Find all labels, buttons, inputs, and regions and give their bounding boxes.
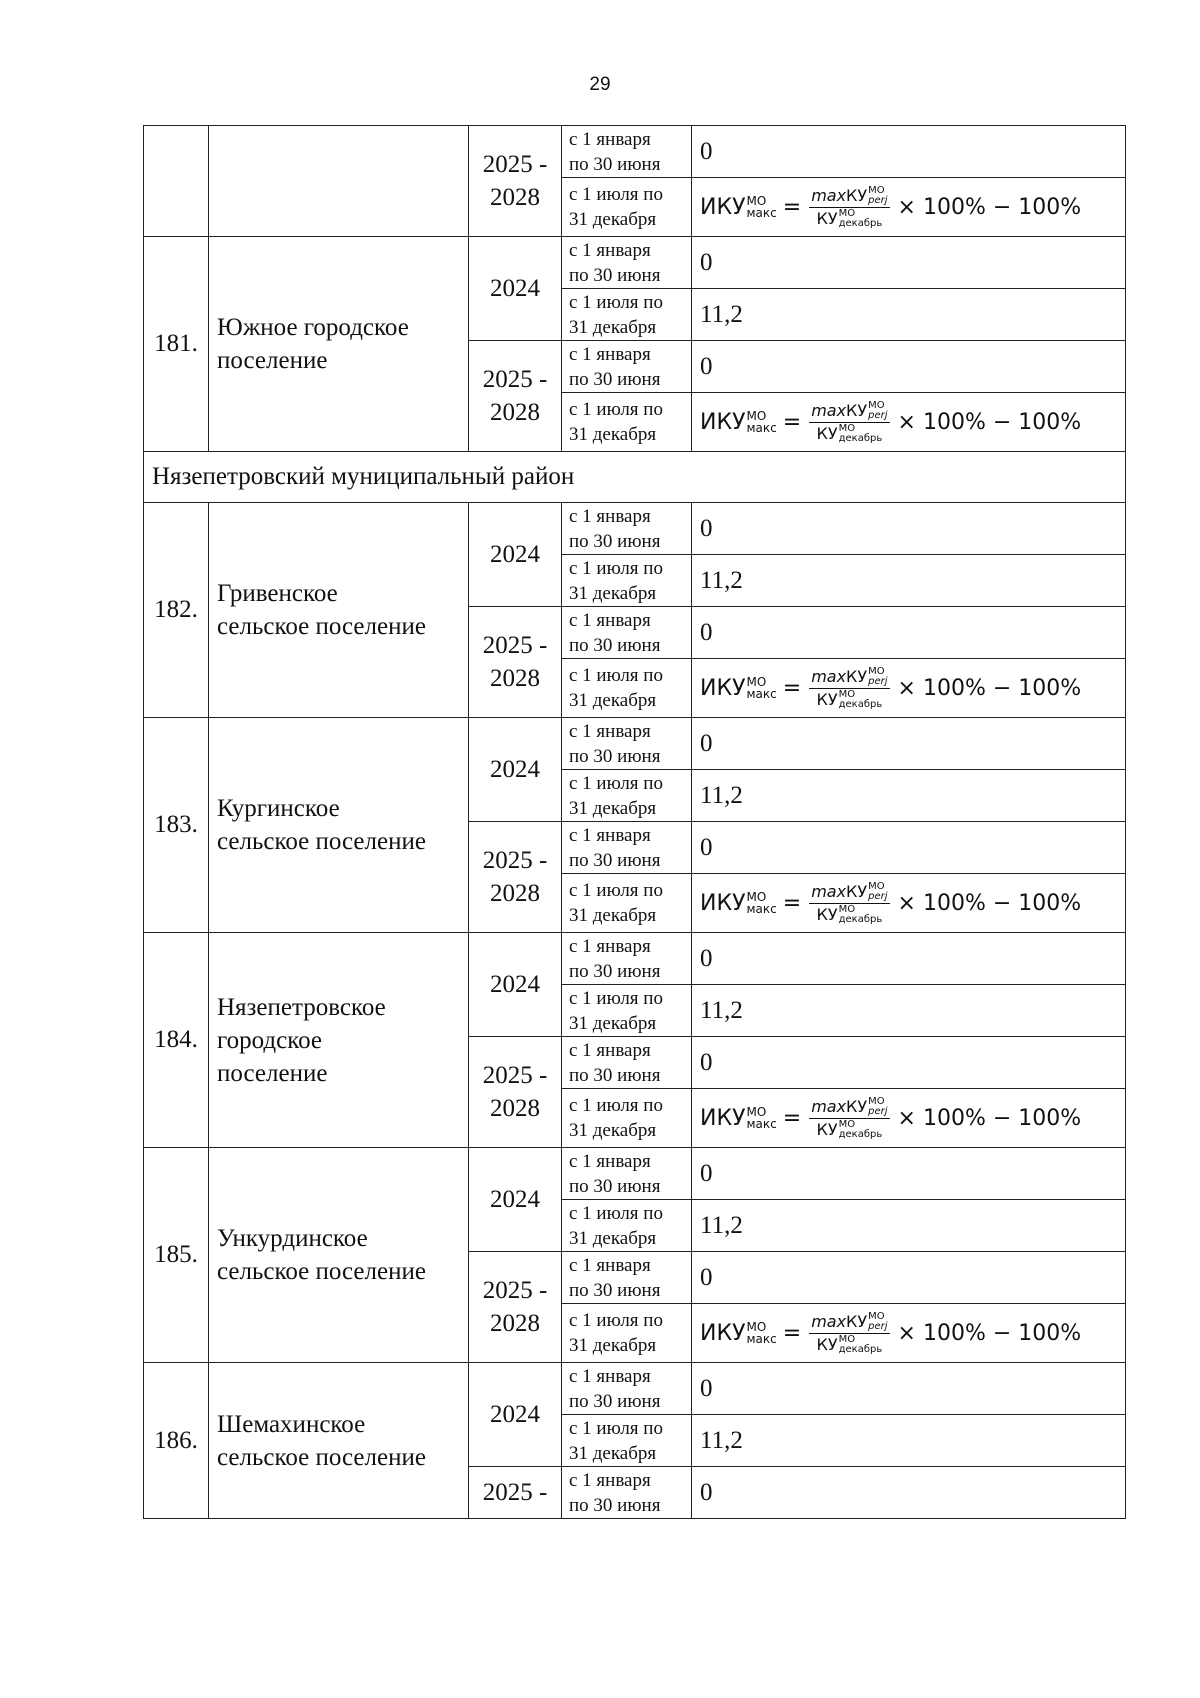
index-formula: [692, 178, 1126, 237]
formula-rhs: × 100% − 100%: [897, 890, 1082, 916]
formula-den-sub: декабрь: [838, 217, 883, 229]
formula-den-sup: МО: [838, 1333, 856, 1345]
formula-rhs: × 100% − 100%: [897, 194, 1082, 220]
district-name: Нязепетровский муниципальный район: [144, 452, 1126, 503]
row-number: [144, 126, 209, 237]
index-value: 0: [692, 1363, 1126, 1415]
formula-num-base: КУ: [846, 1096, 868, 1116]
period-second-half: с 1 июля по 31 декабря: [562, 555, 692, 607]
formula: [700, 186, 1081, 229]
period-first-half: с 1 января по 30 июня: [562, 718, 692, 770]
row-number: 185.: [144, 1148, 209, 1363]
formula-lhs-sup: МО: [746, 1105, 767, 1119]
year-range: 2025 - 2028: [469, 341, 562, 452]
index-value: 0: [692, 1252, 1126, 1304]
formula-rhs: × 100% − 100%: [897, 1320, 1082, 1346]
formula-lhs-sub: макс: [746, 1332, 777, 1346]
index-value: 0: [692, 822, 1126, 874]
index-value: 0: [692, 1467, 1126, 1519]
formula-equals: =: [782, 1105, 802, 1131]
row-number: 182.: [144, 503, 209, 718]
period-second-half: с 1 июля по 31 декабря: [562, 1415, 692, 1467]
formula-equals: =: [782, 409, 802, 435]
formula-lhs-sub: макс: [746, 902, 777, 916]
row-number: 186.: [144, 1363, 209, 1519]
year-2024: 2024: [469, 1363, 562, 1467]
formula-num-sup: МО: [868, 184, 885, 196]
period-second-half: с 1 июля по 31 декабря: [562, 393, 692, 452]
index-value: 11,2: [692, 770, 1126, 822]
formula-num-sup: МО: [868, 880, 885, 892]
formula-num-base: КУ: [846, 881, 868, 901]
period-second-half: с 1 июля по 31 декабря: [562, 874, 692, 933]
period-second-half: с 1 июля по 31 декабря: [562, 1304, 692, 1363]
formula-num-base: КУ: [846, 1311, 868, 1331]
period-first-half: с 1 января по 30 июня: [562, 822, 692, 874]
row-number: 183.: [144, 718, 209, 933]
year-2024: 2024: [469, 1148, 562, 1252]
formula-lhs-sub: макс: [746, 687, 777, 701]
formula-num-sub: perj: [868, 1105, 888, 1117]
index-value: 0: [692, 607, 1126, 659]
table-row: [144, 126, 1126, 178]
formula-num-base: КУ: [846, 185, 868, 205]
municipality-name: Нязепетровское городское поселение: [209, 933, 469, 1148]
index-value: 0: [692, 503, 1126, 555]
formula-den-sub: декабрь: [838, 698, 883, 710]
formula-den-sub: декабрь: [838, 432, 883, 444]
year-range: 2025 - 2028: [469, 607, 562, 718]
municipality-name: Шемахинское сельское поселение: [209, 1363, 469, 1519]
period-second-half: с 1 июля по 31 декабря: [562, 985, 692, 1037]
period-second-half: с 1 июля по 31 декабря: [562, 659, 692, 718]
formula-den-base: КУ: [816, 423, 838, 443]
formula-num-sup: МО: [868, 1310, 885, 1322]
formula-den-base: КУ: [816, 689, 838, 709]
formula-lhs: ИКУ: [700, 194, 746, 220]
formula: [700, 401, 1081, 444]
period-first-half: с 1 января по 30 июня: [562, 1363, 692, 1415]
index-value: 11,2: [692, 1415, 1126, 1467]
formula-num-sub: perj: [868, 675, 888, 687]
municipality-name: Гривенское сельское поселение: [209, 503, 469, 718]
formula-lhs-sup: МО: [746, 890, 767, 904]
index-value: 0: [692, 1037, 1126, 1089]
year-2024: 2024: [469, 237, 562, 341]
index-value: 0: [692, 933, 1126, 985]
formula-num-prefix: max: [811, 400, 847, 420]
district-row: [144, 452, 1126, 503]
formula-num-prefix: max: [811, 881, 847, 901]
formula-num-sub: perj: [868, 194, 888, 206]
table-row: [144, 718, 1126, 770]
table-row: [144, 1148, 1126, 1200]
table-row: [144, 933, 1126, 985]
formula-den-sup: МО: [838, 1118, 856, 1130]
formula-den-sub: декабрь: [838, 1343, 883, 1355]
formula-den-sub: декабрь: [838, 1128, 883, 1140]
index-value: 0: [692, 718, 1126, 770]
table-row: [144, 237, 1126, 289]
index-value: 11,2: [692, 555, 1126, 607]
index-value: 11,2: [692, 289, 1126, 341]
formula-rhs: × 100% − 100%: [897, 675, 1082, 701]
tariff-index-table: [143, 125, 1126, 1519]
period-first-half: с 1 января по 30 июня: [562, 1148, 692, 1200]
formula: [700, 882, 1081, 925]
formula-equals: =: [782, 194, 802, 220]
index-value: 0: [692, 341, 1126, 393]
formula-num-sub: perj: [868, 890, 888, 902]
formula-num-sub: perj: [868, 409, 888, 421]
formula-den-base: КУ: [816, 904, 838, 924]
period-first-half: с 1 января по 30 июня: [562, 237, 692, 289]
year-range: 2025 - 2028: [469, 822, 562, 933]
formula-den-sub: декабрь: [838, 913, 883, 925]
period-first-half: с 1 января по 30 июня: [562, 1037, 692, 1089]
table-row: [144, 1363, 1126, 1415]
formula-num-sup: МО: [868, 665, 885, 677]
formula-lhs-sup: МО: [746, 409, 767, 423]
formula-fraction: [809, 882, 889, 925]
index-formula: [692, 393, 1126, 452]
municipality-name: Кургинское сельское поселение: [209, 718, 469, 933]
year-range: 2025 -: [469, 1467, 562, 1519]
period-second-half: с 1 июля по 31 декабря: [562, 1089, 692, 1148]
year-range: 2025 - 2028: [469, 126, 562, 237]
formula-fraction: [809, 667, 889, 710]
formula-lhs-sup: МО: [746, 1320, 767, 1334]
formula-fraction: [809, 1312, 889, 1355]
index-formula: [692, 1089, 1126, 1148]
period-second-half: с 1 июля по 31 декабря: [562, 770, 692, 822]
municipality-name: Ункурдинское сельское поселение: [209, 1148, 469, 1363]
formula: [700, 1312, 1081, 1355]
formula-lhs-sup: МО: [746, 675, 767, 689]
index-formula: [692, 659, 1126, 718]
period-first-half: с 1 января по 30 июня: [562, 607, 692, 659]
formula-num-sub: perj: [868, 1320, 888, 1332]
formula-num-sup: МО: [868, 399, 885, 411]
formula-den-sup: МО: [838, 903, 856, 915]
formula-lhs: ИКУ: [700, 409, 746, 435]
period-first-half: с 1 января по 30 июня: [562, 1467, 692, 1519]
formula-num-prefix: max: [811, 666, 847, 686]
formula-den-base: КУ: [816, 1119, 838, 1139]
period-first-half: с 1 января по 30 июня: [562, 503, 692, 555]
formula-equals: =: [782, 890, 802, 916]
year-range: 2025 - 2028: [469, 1252, 562, 1363]
period-second-half: с 1 июля по 31 декабря: [562, 1200, 692, 1252]
page-number: 29: [589, 74, 611, 95]
formula-lhs-sub: макс: [746, 1117, 777, 1131]
formula-num-prefix: max: [811, 1311, 847, 1331]
formula-den-sup: МО: [838, 688, 856, 700]
index-value: 11,2: [692, 985, 1126, 1037]
municipality-name: [209, 126, 469, 237]
period-first-half: с 1 января по 30 июня: [562, 341, 692, 393]
formula-lhs-sup: МО: [746, 194, 767, 208]
formula-fraction: [809, 401, 889, 444]
formula: [700, 1097, 1081, 1140]
formula-lhs: ИКУ: [700, 1320, 746, 1346]
year-2024: 2024: [469, 503, 562, 607]
formula-num-base: КУ: [846, 400, 868, 420]
formula-equals: =: [782, 675, 802, 701]
table-row: [144, 503, 1126, 555]
municipality-name: Южное городское поселение: [209, 237, 469, 452]
formula-rhs: × 100% − 100%: [897, 1105, 1082, 1131]
formula-num-sup: МО: [868, 1095, 885, 1107]
formula-num-base: КУ: [846, 666, 868, 686]
index-formula: [692, 1304, 1126, 1363]
period-second-half: с 1 июля по 31 декабря: [562, 178, 692, 237]
year-range: 2025 - 2028: [469, 1037, 562, 1148]
formula-lhs: ИКУ: [700, 890, 746, 916]
formula: [700, 667, 1081, 710]
year-2024: 2024: [469, 933, 562, 1037]
formula-lhs-sub: макс: [746, 421, 777, 435]
formula-den-base: КУ: [816, 208, 838, 228]
formula-num-prefix: max: [811, 185, 847, 205]
index-value: 0: [692, 126, 1126, 178]
row-number: 181.: [144, 237, 209, 452]
formula-lhs-sub: макс: [746, 206, 777, 220]
formula-den-base: КУ: [816, 1334, 838, 1354]
year-2024: 2024: [469, 718, 562, 822]
index-value: 11,2: [692, 1200, 1126, 1252]
formula-den-sup: МО: [838, 422, 856, 434]
formula-den-sup: МО: [838, 207, 856, 219]
formula-fraction: [809, 186, 889, 229]
index-value: 0: [692, 237, 1126, 289]
period-first-half: с 1 января по 30 июня: [562, 1252, 692, 1304]
index-formula: [692, 874, 1126, 933]
formula-lhs: ИКУ: [700, 1105, 746, 1131]
index-value: 0: [692, 1148, 1126, 1200]
formula-rhs: × 100% − 100%: [897, 409, 1082, 435]
formula-num-prefix: max: [811, 1096, 847, 1116]
formula-equals: =: [782, 1320, 802, 1346]
period-first-half: с 1 января по 30 июня: [562, 126, 692, 178]
formula-fraction: [809, 1097, 889, 1140]
period-first-half: с 1 января по 30 июня: [562, 933, 692, 985]
period-second-half: с 1 июля по 31 декабря: [562, 289, 692, 341]
row-number: 184.: [144, 933, 209, 1148]
formula-lhs: ИКУ: [700, 675, 746, 701]
